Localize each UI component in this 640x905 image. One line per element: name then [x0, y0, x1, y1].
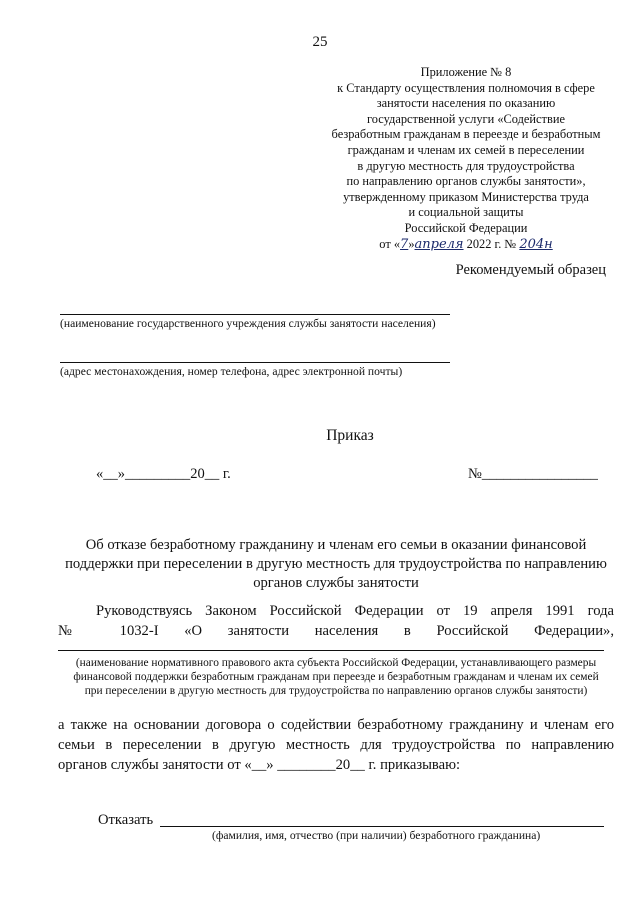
appendix-line: по направлению органов службы занятости»,	[346, 174, 586, 189]
recommended-sample-label: Рекомендуемый образец	[455, 262, 606, 278]
appendix-line: безработным гражданам в переезде и безработным	[331, 127, 601, 142]
order-number-line: №________________	[468, 466, 598, 482]
appendix-line: Российской Федерации	[404, 220, 528, 235]
appendix-line: и социальной защиты	[408, 205, 524, 220]
caption-line: (наименование нормативного правового акта субъекта Российской Федерации, устанавливающего размеры	[75, 657, 597, 669]
handwritten-order-number: 204н	[519, 236, 553, 252]
person-blank-line	[160, 826, 604, 827]
order-date-line: «__»_________20__ г.	[96, 466, 231, 482]
date-year: 2022 г. №	[463, 236, 520, 251]
paragraph-line: а также на основании договора о содействии безработному гражданину и членам его	[58, 717, 614, 733]
handwritten-day: 7	[400, 236, 409, 252]
paragraph-line: семьи в переселении в другую местность для трудоустройства по направлению	[58, 737, 614, 753]
caption-line: при переселении в другую местность для трудоустройства по направлению органов службы занятости)	[84, 684, 588, 697]
person-caption: (фамилия, имя, отчество (при наличии) безработного гражданина)	[212, 829, 541, 842]
refuse-label: Отказать	[98, 812, 154, 828]
paragraph-line: № 1032-I «О занятости населения в Российской Федерации»,	[58, 623, 614, 639]
legal-basis-paragraph	[58, 601, 614, 641]
appendix-line: занятости населения по оказанию	[376, 96, 556, 111]
order-title: Приказ	[326, 427, 374, 444]
appendix-block	[318, 65, 614, 252]
order-subject: Об отказе безработному гражданину и членам его семьи в оказании финансовой поддержки при переселении в другую местность для трудоустройства по направлению органов службы занятости	[65, 537, 607, 591]
appendix-line: к Стандарту осуществления полномочия в сфере	[337, 80, 595, 95]
caption-line: финансовой поддержки безработным гражданам при переезде и безработным гражданам и членам их семей	[73, 670, 599, 683]
paragraph-line: органов службы занятости от «__» ________20__ г. приказываю:	[58, 757, 461, 773]
appendix-line: утвержденному приказом Министерства труда	[343, 189, 589, 204]
appendix-line: Приложение № 8	[420, 65, 512, 79]
handwritten-month: апреля	[414, 236, 464, 252]
paragraph-line: Руководствуясь Законом Российской Федерации от 19 апреля 1991 года	[96, 603, 614, 619]
page-number: 25	[312, 34, 328, 50]
appendix-line: в другую местность для трудоустройства	[357, 158, 575, 173]
appendix-date-line	[318, 237, 614, 253]
contract-basis-paragraph	[58, 715, 614, 775]
date-prefix: от «	[379, 236, 401, 251]
date-mid: »	[408, 236, 415, 251]
address-caption: (адрес местонахождения, номер телефона, адрес электронной почты)	[60, 365, 403, 378]
appendix-line: гражданам и членам их семей в переселении	[347, 142, 585, 157]
appendix-line: государственной услуги «Содействие	[367, 111, 565, 126]
normative-act-caption	[58, 657, 614, 698]
institution-caption: (наименование государственного учреждения службы занятости населения)	[60, 317, 436, 330]
normative-act-blank-line	[58, 650, 604, 651]
address-blank-line	[60, 362, 450, 363]
institution-blank-line	[60, 314, 450, 315]
